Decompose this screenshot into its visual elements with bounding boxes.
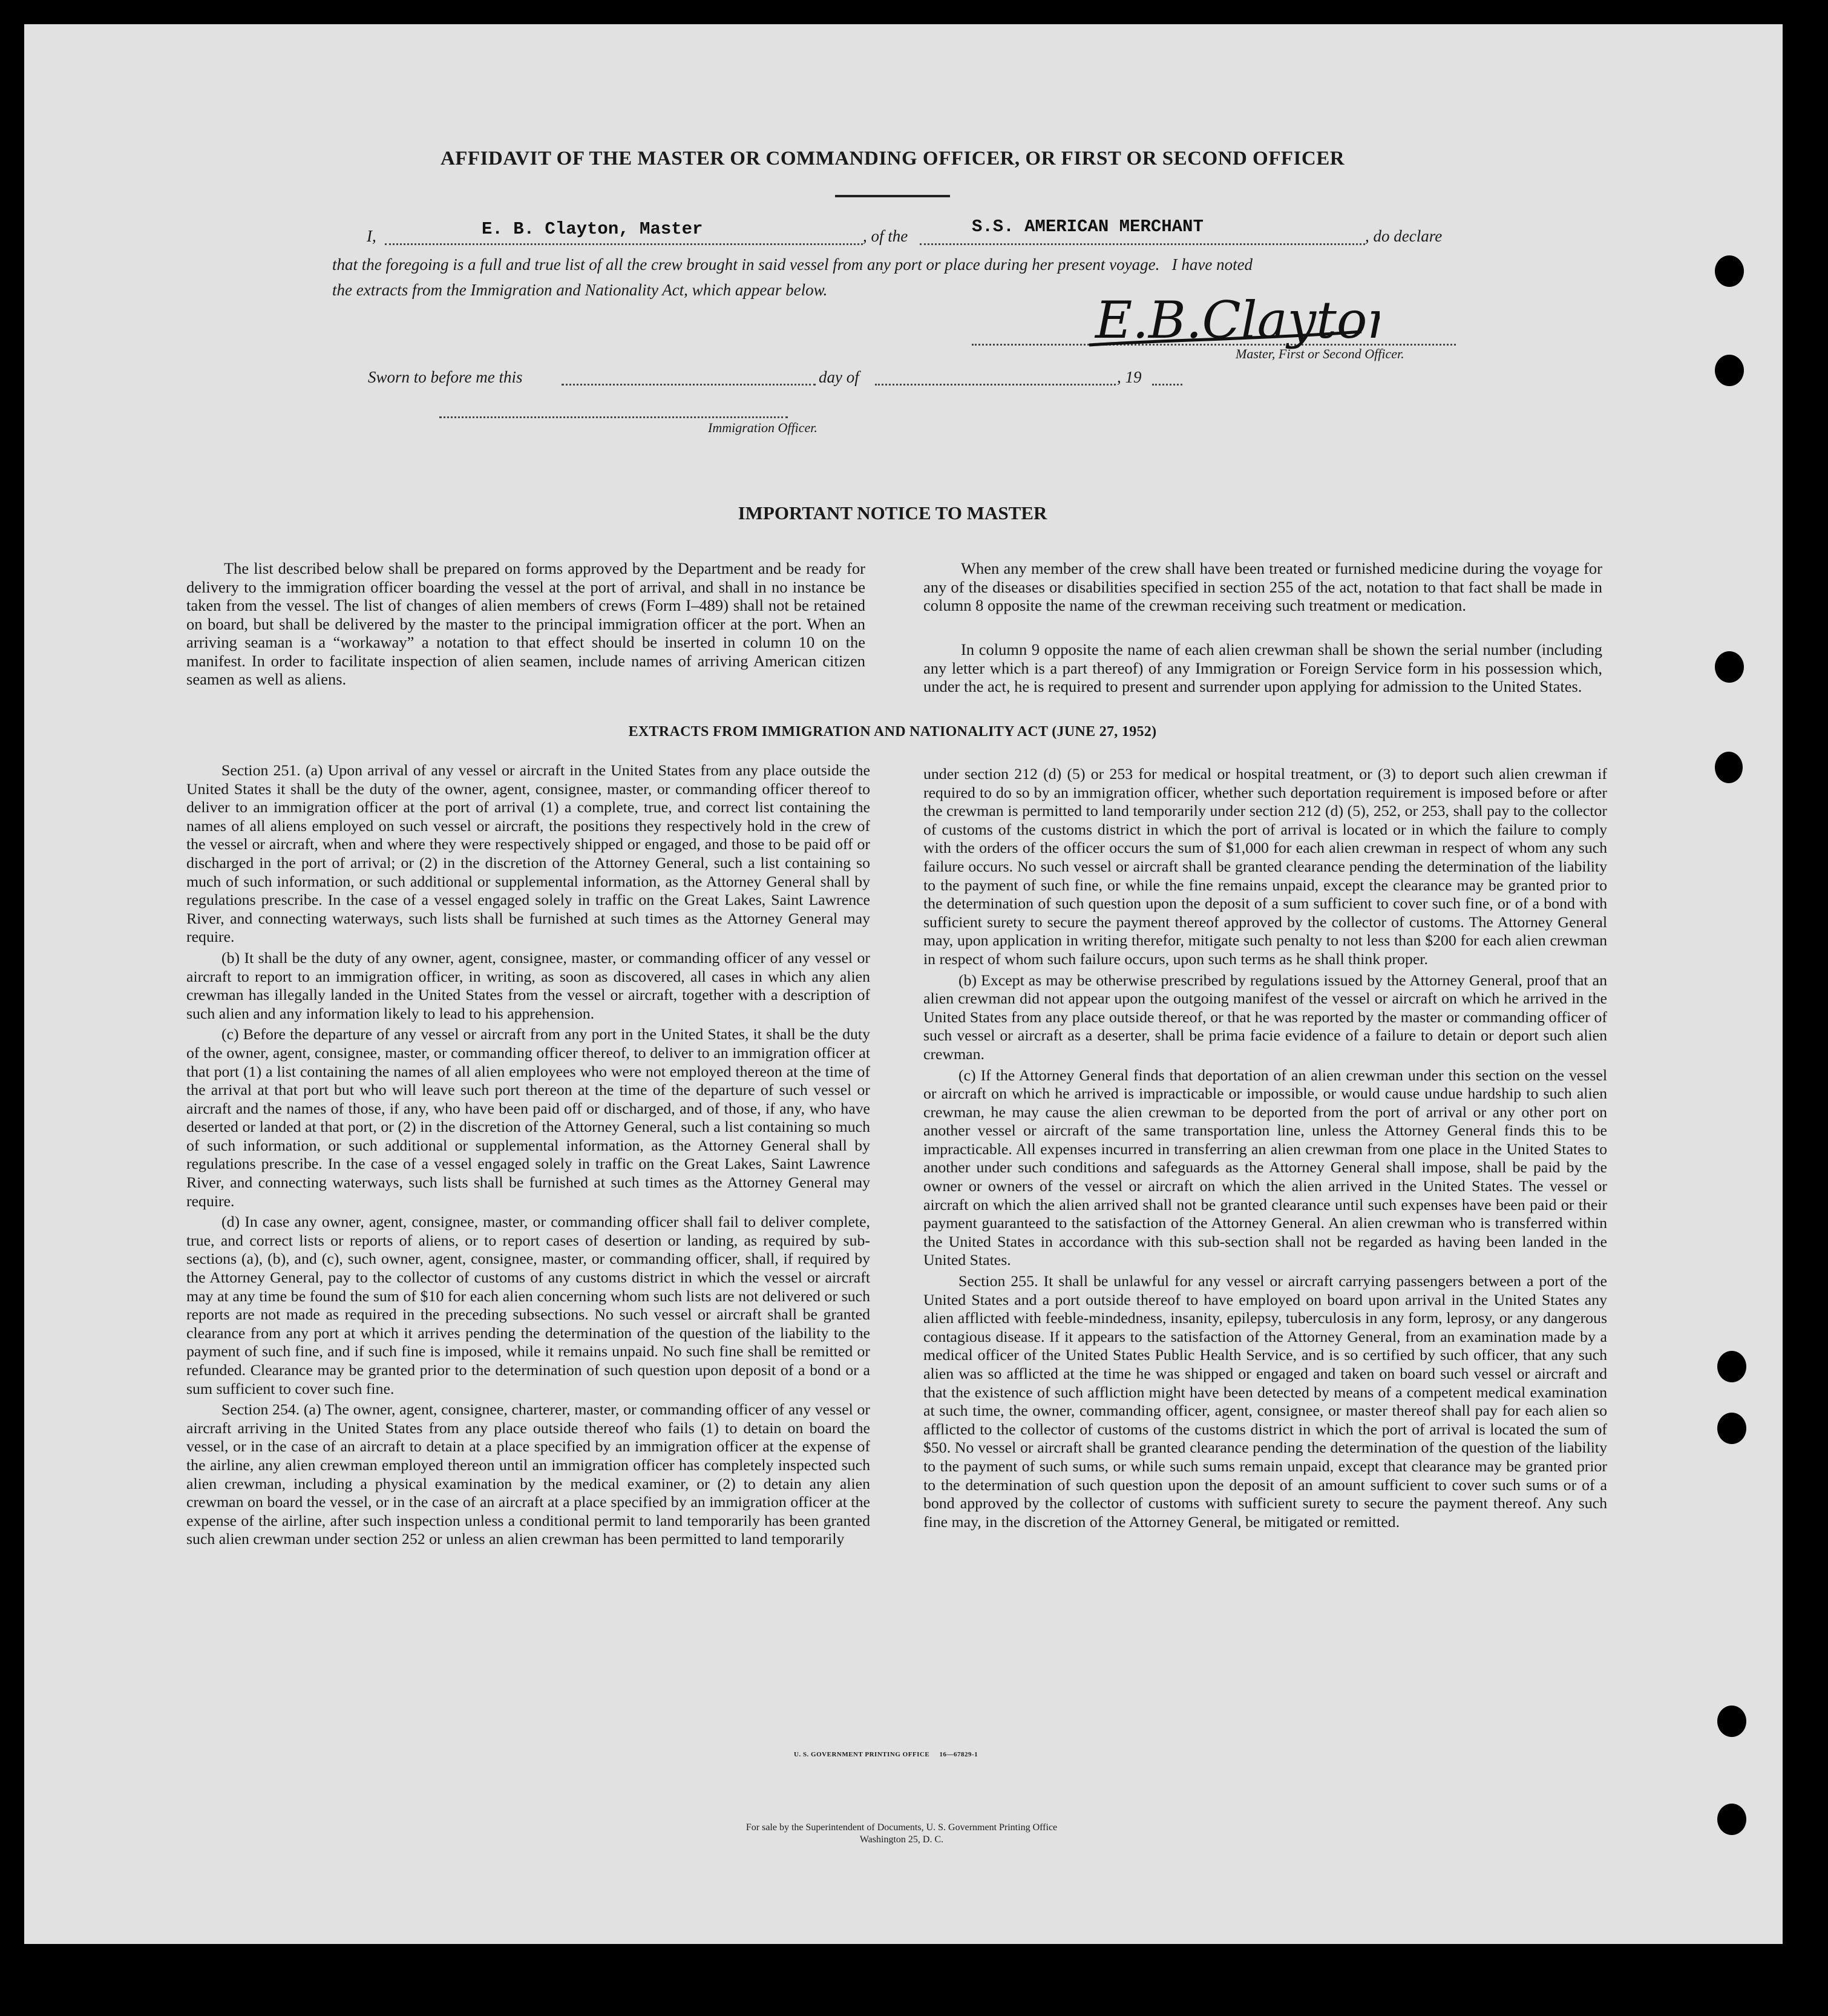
section-251-d: (d) In case any owner, agent, consignee, master, or commanding officer shall fail to deliver complete, true, and correct lists or reports of aliens, or to report cases of desertion or landing, as required by sub-sections (a), (b), and (c), such owner, agent, consignee, master, or commanding officer, shall, if required by the Attorney General, pay to the collector of customs of any customs district in which the vessel or aircraft may at any time be found the sum of $10 for each alien concerning whom such lists are not delivered or such reports are not made as required in the preceding subsections. No such vessel or aircraft shall be granted clearance from any port at which it arrives pending the determination of the question of the liability to the payment of such fine, and if such fine is imposed, while it remains unpaid. No such fine shall be remitted or refunded. Clearance may be granted prior to the determination of such question upon deposit of a bond or a sum sufficient to cover such fine.	[186, 1213, 870, 1397]
sworn-year-line	[1152, 369, 1182, 386]
title-divider	[835, 195, 950, 197]
binder-hole	[1717, 1351, 1746, 1382]
section-254-b: (b) Except as may be otherwise prescribed by regulations issued by the Attorney General, proof that an alien crewman did not appear upon the outgoing manifest of the vessel or aircraft on which he arrived in the United States from any place outside thereof, or that he was reported by the master or commanding officer of such vessel or aircraft as a deserter, shall be prima facie evidence of a failure to detain or deport such alien crewman.	[923, 971, 1607, 1063]
extracts-heading: EXTRACTS FROM IMMIGRATION AND NATIONALITY ACT (JUNE 27, 1952)	[628, 724, 1157, 740]
section-251-c: (c) Before the departure of any vessel or aircraft from any port in the United States, it shall be the duty of the owner, agent, consignee, master, or commanding officer thereof, to deliver to an immigration officer at that port (1) a list containing the names of all alien employees who were not employed thereon at the time of the arrival at that port but who will leave such port thereon at the time of the departure of such vessel or aircraft and the names of those, if any, who have been paid off or discharged, and of those, if any, who have deserted or landed at that port, or (2) in the discretion of the Attorney General, such a list containing so much of such information, or such additional or supplemental information, as the Attorney General shall by regulations prescribe. In the case of a vessel engaged solely in traffic on the Great Lakes, Saint Lawrence River, and connecting waterways, such lists shall be furnished at such times as the Attorney General may require.	[186, 1025, 870, 1210]
sale-notice	[605, 1822, 1198, 1846]
section-251-b: (b) It shall be the duty of any owner, agent, consignee, master, or commanding officer of any vessel or aircraft to report to an immigration officer, in writing, as soon as discovered, all cases in which any alien crewman has illegally landed in the United States from the vessel or aircraft, together with a description of such alien and any information likely to lead to his apprehension.	[186, 948, 870, 1022]
signature-caption: Master, First or Second Officer.	[1236, 346, 1404, 361]
section-255: Section 255. It shall be unlawful for any vessel or aircraft carrying passengers between a port of the United States and a port outside thereof to have employed on board upon arrival in the United States any alien afflicted with feeble-mindedness, insanity, epilepsy, tuberculosis in any form, leprosy, or any dangerous contagious disease. If it appears to the satisfaction of the Attorney General, from an examination made by a medical officer of the United States Public Health Service, and is so certified by such officer, that any such alien was so afflicted at the time he was shipped or engaged and taken on board such vessel or aircraft and that the existence of such affliction might have been detected by means of a competent medical examination at such time, the owner, commanding officer, agent, consignee, or master thereof shall pay for each alien so afflicted to the collector of customs of the customs district in which the port of arrival is located the sum of $50. No vessel or aircraft shall be granted clearance pending the determination of the question of the liability to the payment of such sums, or while such sums remain unpaid, except that clearance may be granted prior to the determination of such question upon the deposit of an amount sufficient to cover such sums or of a bond approved by the collector of customs with sufficient surety to secure the payment thereof. Any such fine may, in the discretion of the Attorney General, be mitigated or remitted.	[923, 1272, 1607, 1531]
binder-hole	[1717, 1413, 1746, 1444]
binder-hole	[1715, 355, 1744, 386]
binder-hole	[1717, 1706, 1746, 1737]
notice-right-paragraph-2: In column 9 opposite the name of each alien crewman shall be shown the serial number (including any letter which is a part thereof) of any Immigration or Foreign Service form in his possession which, under the act, he is required to present and surrender upon applying for admission to the United States.	[923, 640, 1602, 695]
binder-hole	[1715, 752, 1743, 783]
binder-hole	[1715, 651, 1744, 683]
printing-office-line: U. S. GOVERNMENT PRINTING OFFICE 16—67829-1	[794, 1751, 978, 1758]
sworn-label: Sworn to before me this	[368, 368, 523, 386]
declaration-line-2: the extracts from the Immigration and Nationality Act, which appear below.	[332, 281, 828, 299]
day-of-label: day of	[819, 368, 859, 386]
of-the-label: , of the	[863, 227, 908, 245]
immigration-officer-caption: Immigration Officer.	[708, 420, 817, 435]
signature-graphic	[1083, 284, 1380, 351]
notice-left-paragraph: The list described below shall be prepared on forms approved by the Department and be ready for delivery to the immigration officer boarding the vessel at the port of arrival, and shall in no instance be taken from the vessel. The list of changes of alien members of crews (Form I–489) shall not be retained on board, but shall be delivered by the master to the principal immigration officer at the port. When an arriving seaman is a “workaway” a notation to that effect should be inserted in column 10 on the manifest. In order to facilitate inspection of alien seamen, include names of arriving American citizen seamen as well as aliens.	[186, 559, 865, 688]
sale-line-2: Washington 25, D. C.	[859, 1834, 944, 1845]
signature	[1083, 284, 1380, 351]
do-declare-label: , do declare	[1365, 227, 1443, 245]
sale-line-1: For sale by the Superintendent of Documents, U. S. Government Printing Office	[745, 1822, 1058, 1833]
section-254-c: (c) If the Attorney General finds that deportation of an alien crewman under this section on the vessel or aircraft on which he arrived is impracticable or impossible, or would cause undue hardship to such alien crewman, he may cause the alien crewman to be deported from the port of arrival or any other port on another vessel or aircraft of the same transportation line, unless the Attorney General finds this to be impracticable. All expenses incurred in transferring an alien crewman from one place in the United States to another under such conditions and safeguards as the Attorney General shall impose, shall be paid by the owner or owners of the vessel or aircraft on which the alien arrived in the United States. The vessel or aircraft on which the alien arrived shall not be granted clearance until such expenses have been paid or their payment guaranteed to the satisfaction of the Attorney General. An alien crewman who is transferred within the United States in accordance with this sub-section shall not be regarded as having been landed in the United States.	[923, 1066, 1607, 1269]
binder-hole	[1717, 1804, 1746, 1835]
year-label: , 19	[1117, 368, 1142, 386]
sworn-day-line	[562, 369, 816, 386]
binder-hole	[1715, 255, 1744, 287]
notice-heading: IMPORTANT NOTICE TO MASTER	[738, 502, 1047, 524]
i-label: I,	[367, 227, 376, 245]
section-251-a: Section 251. (a) Upon arrival of any vessel or aircraft in the United States from any place outside the United States it shall be the duty of the owner, agent, consignee, master, or commanding officer thereof to deliver to an immigration officer at the port of arrival (1) a complete, true, and correct list containing the names of all aliens employed on such vessel or aircraft, the positions they respectively hold in the crew of the vessel or aircraft, when and where they were respectively shipped or engaged, and those to be paid off or discharged in the port of arrival; or (2) in the discretion of the Attorney General, such a list containing so much of such information, or such additional or supplemental information, as the Attorney General shall by regulations prescribe. In the case of a vessel engaged solely in traffic on the Great Lakes, Saint Lawrence River, and connecting waterways, such lists shall be furnished at such times as the Attorney General may require.	[186, 761, 870, 946]
extracts-left-column	[186, 761, 870, 1551]
declaration-line-1: that the foregoing is a full and true list of all the crew brought in said vessel from any port or place during her present voyage. I have noted	[332, 255, 1253, 274]
master-name-field: E. B. Clayton, Master	[482, 219, 703, 239]
affidavit-title: AFFIDAVIT OF THE MASTER OR COMMANDING OFFICER, OR FIRST OR SECOND OFFICER	[440, 148, 1345, 169]
signature-text: E.B.Clayton	[1095, 291, 1380, 350]
section-254-a-continued: under section 212 (d) (5) or 253 for medical or hospital treatment, or (3) to deport such alien crewman if required to do so by an immigration officer, whether such deportation requirement is imposed before or after the crewman is permitted to land temporarily under section 212 (d) (5), 252, or 253, shall pay to the collector of customs of the customs district in which the port of arrival is located or in which the failure to comply with the orders of the officer occurs the sum of $1,000 for each alien crewman in respect of whom any such failure occurs. No such vessel or aircraft shall be granted clearance pending the determination of the liability to the payment of such fine, or while the fine remains unpaid, except the clearance may be granted prior to the determination of such question upon the deposit of a sum sufficient to cover such fine, or of a bond with sufficient surety to secure the payment thereof approved by the collector of customs. The Attorney General may, upon application in writing therefor, mitigate such penalty to not less than $200 for each alien crewman in respect of whom such failure occurs, upon such terms as he shall think proper.	[923, 765, 1607, 968]
notice-right-paragraph-1: When any member of the crew shall have been treated or furnished medicine during the voyage for any of the diseases or disabilities specified in section 255 of the act, notation to that fact shall be made in column 8 opposite the name of the crewman receiving such treatment or medication.	[923, 559, 1602, 614]
immigration-officer-line	[439, 404, 788, 418]
vessel-name-field: S.S. AMERICAN MERCHANT	[972, 217, 1204, 237]
sworn-month-line	[875, 369, 1116, 386]
section-254-a: Section 254. (a) The owner, agent, consignee, charterer, master, or commanding officer of any vessel or aircraft arriving in the United States from any place outside thereof who fails (1) to detain on board the vessel, or in the case of an aircraft to detain at a place specified by an immigration officer at the expense of the airline, any alien crewman employed thereon until an immigration officer has completely inspected such alien crewman, including a physical examination by the medical examiner, or (2) to detain any alien crewman on board the vessel, or in the case of an aircraft at a place specified by an immigration officer at the expense of the airline, after such inspection unless a conditional permit to land temporarily has been granted such alien crewman under section 252 or unless an alien crewman has been permitted to land temporarily	[186, 1400, 870, 1548]
extracts-right-column	[923, 765, 1607, 1534]
